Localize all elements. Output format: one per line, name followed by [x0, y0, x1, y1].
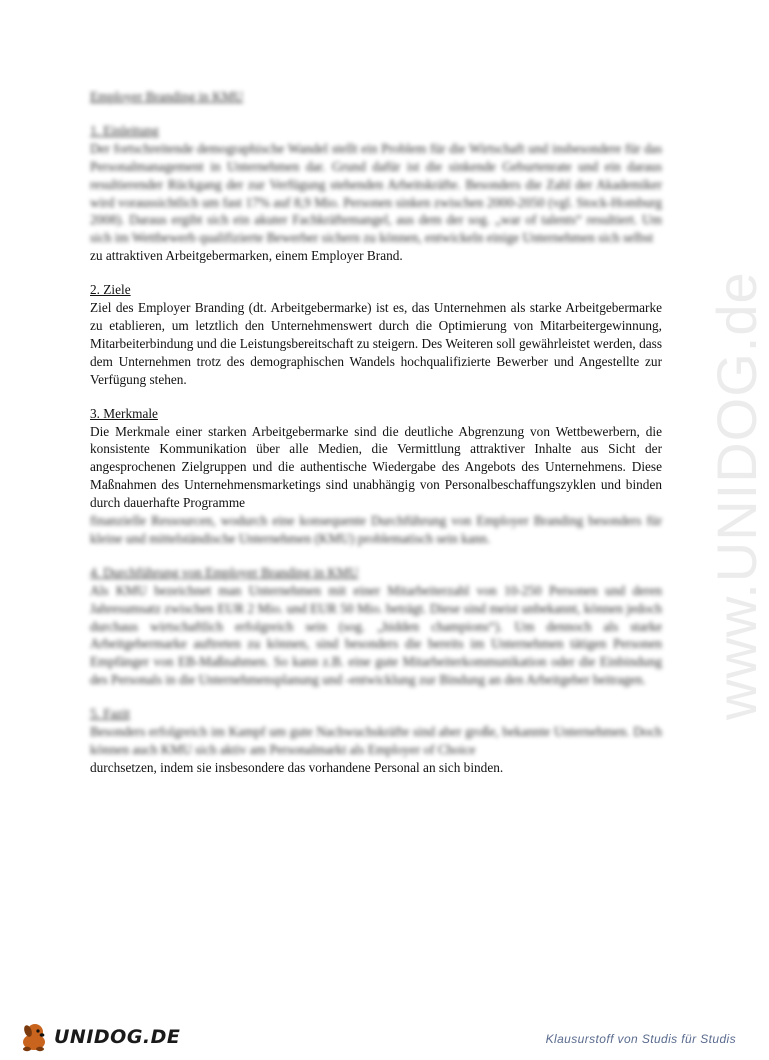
section-text-blurred: Besonders erfolgreich im Kampf um gute Nachwuchskräfte sind aber große, bekannte Unternehmen. Doch können auch KMU sich aktiv am Personalmarkt als Employer of Choice [90, 724, 662, 757]
section-merkmale [90, 405, 662, 548]
section-text-blurred: Der fortschreitende demographische Wandel stellt ein Problem für die Wirtschaft und insbesondere für das Personalmanagement in Unternehmen dar. Grund dafür ist die sinkende Geburtenrate und ein daraus resultierender Rückgang der zur Verfügung stehenden Arbeitskräfte. Besonders die Zahl der Akademiker wird voraussichtlich um fast 17% auf 8,9 Mio. Personen sinken zwischen 2000-2050 (vgl. Stock-Homburg 2008). Daraus ergibt sich ein akuter Fachkräftemangel, aus dem der sog. „war of talents“ resultiert. Um sich im Wettbewerb qualifizierte Bewerber sichern zu können, entwickeln einige Unternehmen sich selbst [90, 140, 662, 246]
document-title: Employer Branding in KMU [90, 89, 244, 104]
section-heading: 1. Einleitung [90, 122, 159, 138]
unidog-logo[interactable] [18, 1022, 180, 1052]
section-text-blurred: Als KMU bezeichnet man Unternehmen mit einer Mitarbeiterzahl von 10-250 Personen und deren Jahresumsatz zwischen EUR 2 Mio. und EUR 50 Mio. beträgt. Diese sind meist unbekannt, können jedoch durchaus wirtschaftlich erfolgreich sein (sog. „hidden champions“). Um dennoch als starke Arbeitgebermarke auftreten zu können, sind besonders die bereits im Unternehmen tätigen Personen Empfänger von EB-Maßnahmen. So kann z.B. eine gute Mitarbeiterkommunikation oder die Einbindung des Personals in die Unternehmensplanung und -entwicklung zur Bindung an den Arbeitgeber beitragen. [90, 582, 662, 688]
logo-text: UNIDOG.DE [54, 1026, 181, 1048]
section-text: durchsetzen, indem sie insbesondere das vorhandene Personal an sich binden. [90, 759, 504, 775]
footer-tagline: Klausurstoff von Studis für Studis [545, 1032, 736, 1046]
section-einleitung [90, 122, 662, 265]
section-text: Ziel des Employer Branding (dt. Arbeitgebermarke) ist es, das Unternehmen als starke Arbeitgebermarke zu etablieren, um letztlich den Unternehmenswert durch die Optimierung von Mitarbeitergewinnung, Mitarbeiterbindung und die Leistungsbereitschaft zu steigern. Des Weiteren soll gewährleistet werden, dass dem Unternehmen trotz des demographischen Wandels hochqualifizierte Bewerber und Angestellte zur Verfügung stehen. [90, 300, 662, 387]
document-body [90, 88, 662, 793]
section-heading: 2. Ziele [90, 282, 131, 298]
section-heading: 3. Merkmale [90, 405, 158, 421]
watermark: www.UNIDOG.de [705, 271, 768, 720]
section-text-blurred: finanzielle Ressourcen, wodurch eine konsequente Durchführung von Employer Branding besonders für kleine und mittelständische Unternehmen (KMU) problematisch sein kann. [90, 513, 662, 546]
section-ziele [90, 281, 662, 388]
section-durchfuehrung [90, 564, 662, 689]
section-heading: 5. Fazit [90, 706, 130, 722]
section-text: zu attraktiven Arbeitgebermarken, einem Employer Brand. [90, 248, 403, 264]
dog-icon [18, 1022, 52, 1052]
section-fazit [90, 705, 662, 777]
section-heading: 4. Durchführung von Employer Branding in KMU [90, 564, 359, 580]
section-text: Die Merkmale einer starken Arbeitgebermarke sind die deutliche Abgrenzung von Wettbewerbern, die konsistente Kommunikation über alle Medien, die Vermittlung attraktiver Inhalte aus Sicht der angesprochenen Zielgruppen und die authentische Wiedergabe des Angebots des Unternehmens. Diese Maßnahmen des Unternehmensmarketings sind unabhängig von Personalbeschaffungszyklen und binden durch dauerhafte Programme [90, 423, 662, 511]
